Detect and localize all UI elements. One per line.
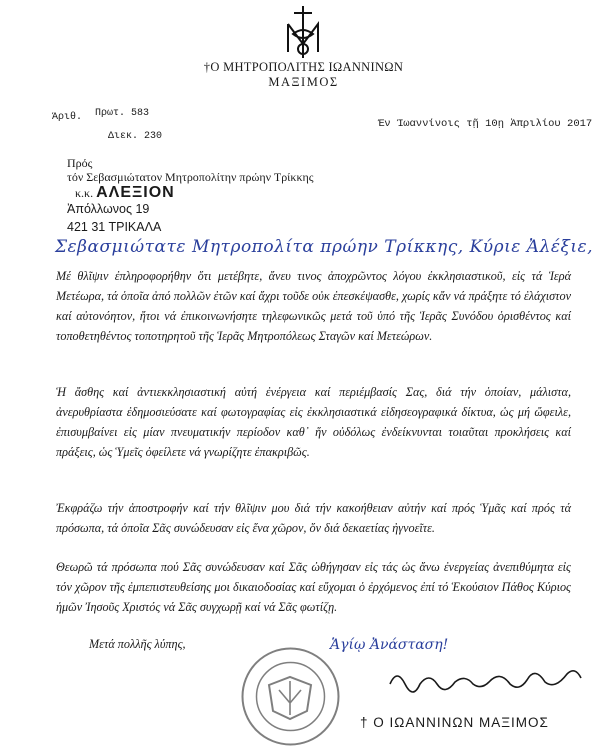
address-pros: Πρός — [67, 156, 93, 170]
ref-protocol-number: Πρωτ. 583 — [95, 108, 150, 119]
address-recipient-name: ΑΛΕΞΙΟΝ — [96, 184, 175, 201]
body-paragraph-2: Ἡ ἄσθης καί ἀντιεκκλησιαστική αὐτή ἐνέργεια καί περιέμβασίς Σας, διά τήν ὁποίαν, μάλιστα, ἀνερυθρίαστα ἐδημοσιεύσατε καί φωτογραφίας εἰς ἐκκλησιαστικά εἰδησεογραφικά δίκτυα, ὡς μή ὤφειλε, ἐπισυμβαίνει εἰς μίαν πνευματικήν περίοδον καθ᾽ ἥν οὐδόλως ἐνδείκνυνται τοιαῦται προκλήσεις καί πράξεις, ὡς Ὑμεῖς ὀφείλετε νά γνωρίζητε ἐπακριβῶς. — [56, 385, 571, 459]
issuer-title: †Ο ΜΗΤΡΟΠΟΛΙΤΗΣ ΙΩΑΝΝΙΝΩΝ — [203, 60, 404, 74]
address-recipient-title: τόν Σεβασμιώτατον Μητροπολίτην πρώην Τρίκκης — [67, 170, 314, 184]
ref-arith-label: Άριθ. — [52, 112, 83, 123]
metropolis-monogram-logo — [280, 4, 326, 60]
ref-dispatch-number: Διεκ. 230 — [108, 131, 163, 142]
closing-phrase: Μετά πολλῆς λύπης, — [89, 637, 186, 651]
handwritten-salutation: Σεβασμιώτατε Μητροπολίτα πρώην Τρίκκης, Κύριε Ἀλέξιε, — [55, 237, 594, 257]
signoff-name: † Ο ΙΩΑΝΝΙΝΩΝ ΜΑΞΙΜΟΣ — [360, 715, 549, 730]
metropolis-seal-stamp — [239, 645, 342, 748]
address-kk: κ.κ. — [75, 186, 94, 200]
address-postal: 421 31 ΤΡΙΚΑΛΑ — [67, 220, 162, 234]
body-paragraph-3: Ἐκφράζω τήν ἀποστροφήν καί τήν θλῖψιν μου διά τήν κακοήθειαν αὐτήν καί πρός Ὑμᾶς καί πρός τά πρόσωπα, τά ὁποῖα Σᾶς συνώδευσαν εἰς ἕνα χῶρον, ὅν διά δεκαετίας ἠγνοεῖτε. — [56, 501, 571, 535]
address-recipient-name-line — [75, 184, 175, 202]
letter-date: Έν Ίωαννίνοις τῇ 10ῃ Ἀπριλίου 2017 — [378, 118, 593, 130]
body-paragraph-4: Θεωρῶ τά πρόσωπα πού Σᾶς συνώδευσαν καί Σᾶς ὠθήγησαν εἰς τάς ὡς ἄνω ἐνεργείας ἀνεπιθύμητα εἰς τόν χῶρον τῆς ἐμπεπιστευθείσης μοι δικαιοδοσίας καί εὔχομαι ὁ ἐρχόμενος ἐπί τό Ἑκούσιον Πάθος Κύριος ἡμῶν Ἰησοῦς Χριστός νά Σᾶς συγχωρῇ καί νά Σᾶς φωτίζῃ. — [56, 560, 571, 614]
handwritten-signature — [385, 660, 585, 698]
body-paragraph-1: Μέ θλῖψιν ἐπληροφορήθην ὅτι μετέβητε, ἄνευ τινος ἀποχρῶντος λόγου ἐκκλησιαστικοῦ, εἰς τά Ἱερά Μετέωρα, τά ὁποῖα ἀπό πολλῶν ἐτῶν καί ἄχρι τοῦδε οὐκ ἐπεσκέψασθε, χωρίς κἄν νά πράξητε τό ἐλάχιστον καί αὐτονόητον, ἤτοι νά ἐπικοινωνήσητε τηλεφωνικῶς μετά τοῦ ὑπό τῆς Ἱερᾶς Συνόδου ὁρισθέντος καί τοποθετηθέντος τοποτηρητοῦ τῆς Ἱερᾶς Μητροπόλεως Σταγῶν καί Μετεώρων. — [56, 269, 571, 343]
address-street: Ἀπόλλωνος 19 — [67, 202, 150, 216]
handwritten-closing: Ἁγίῳ Ἀνάσταση! — [330, 637, 449, 653]
issuer-name: ΜΑΞΙΜΟΣ — [268, 75, 339, 89]
